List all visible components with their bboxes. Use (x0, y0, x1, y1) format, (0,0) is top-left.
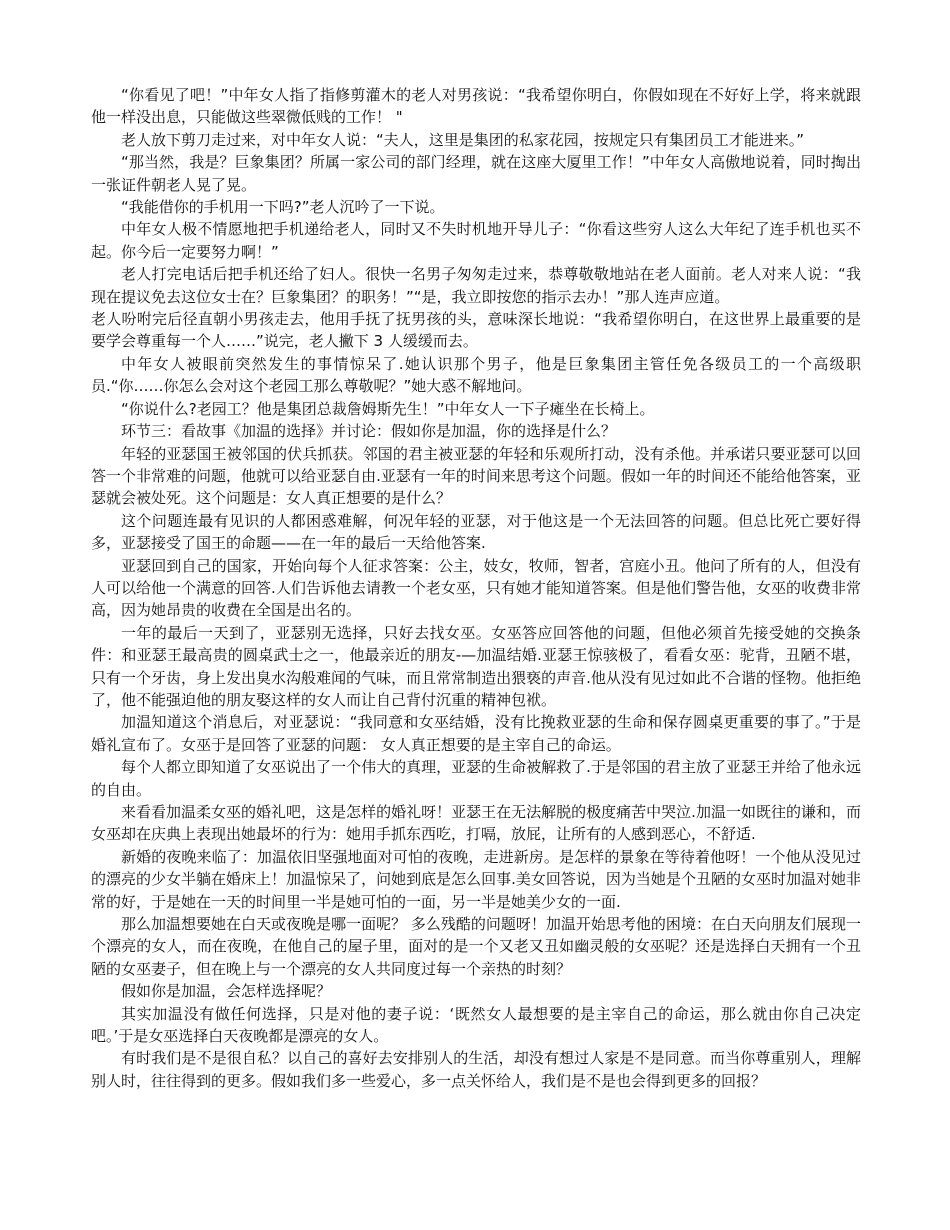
paragraph: 老人打完电话后把手机还给了妇人。很快一名男子匆匆走过来，恭尊敬敬地站在老人面前。老人对来人说：“我现在提议免去这位女士在？巨象集团？的职务！”“是，我立即按您的指示去办！”那人连声应道。 (91, 265, 861, 306)
paragraph: “那当然，我是？巨象集团？所属一家公司的部门经理，就在这座大厦里工作！”中年女人高傲地说着，同时掏出一张证件朝老人晃了晃。 (91, 153, 861, 194)
paragraph: 一年的最后一天到了，亚瑟别无选择，只好去找女巫。女巫答应回答他的问题，但他必须首先接受她的交换条件：和亚瑟王最高贵的圆桌武士之一，他最亲近的朋友-—加温结婚.亚瑟王惊骇极了，看看女巫：驼背，丑陋不堪，只有一个牙齿，身上发出臭水沟般难闻的气味，而且常常制造出猥亵的声音.他从没有见过如此不合谐的怪物。他拒绝了，他不能强迫他的朋友娶这样的女人而让自己背付沉重的精神包袱。 (91, 623, 861, 709)
paragraph: 新婚的夜晚来临了：加温依旧坚强地面对可怕的夜晚，走进新房。是怎样的景象在等待着他呀！一个他从没见过的漂亮的少女半躺在婚床上！加温惊呆了，问她到底是怎么回事.美女回答说，因为当她是个丑陋的女巫时加温对她非常的好，于是她在一天的时间里一半是她可怕的一面，另一半是她美少女的一面. (91, 847, 861, 911)
paragraph: 中年女人被眼前突然发生的事情惊呆了.她认识那个男子，他是巨象集团主管任免各级员工的一个高级职员.“你……你怎么会对这个老园工那么尊敬呢？”她大惑不解地问。 (91, 354, 861, 396)
paragraph: 这个问题连最有见识的人都困惑难解，何况年轻的亚瑟，对于他这是一个无法回答的问题。但总比死亡要好得多，亚瑟接受了国王的命题——在一年的最后一天给他答案. (91, 511, 861, 553)
paragraph: “我能借你的手机用一下吗?”老人沉吟了一下说。 (121, 198, 445, 217)
paragraph: 中年女人极不情愿地把手机递给老人，同时又不失时机地开导儿子：“你看这些穷人这么大年纪了连手机也买不起。你今后一定要努力啊！” (91, 220, 861, 261)
paragraph: 每个人都立即知道了女巫说出了一个伟大的真理，亚瑟的生命被解救了.于是邻国的君主放了亚瑟王并给了他永远的自由。 (91, 758, 861, 799)
paragraph: “你说什么?老园工？他是集团总裁詹姆斯先生！”中年女人一下子瘫坐在长椅上。 (121, 399, 655, 418)
paragraph: 其实加温没有做任何选择，只是对他的妻子说：‘既然女人最想要的是主宰自己的命运，那么就由你自己决定吧。’于是女巫选择白天夜晚都是漂亮的女人。 (91, 1004, 861, 1046)
paragraph: 有时我们是不是很自私？以自己的喜好去安排别人的生活，却没有想过人家是不是同意。而当你尊重别人，理解别人时，往往得到的更多。假如我们多一些爱心，多一点关怀给人，我们是不是也会得到更多的回报？ (91, 1049, 861, 1090)
section-heading: 环节三：看故事《加温的选择》并讨论：假如你是加温，你的选择是什么？ (121, 422, 617, 441)
paragraph: 亚瑟回到自己的国家，开始向每个人征求答案：公主，妓女，牧师，智者，宫庭小丑。他问了所有的人，但没有人可以给他一个满意的回答.人们告诉他去请教一个老女巫，只有她才能知道答案。但是他们警告他，女巫的收费非常高，因为她昂贵的收费在全国是出名的。 (91, 556, 861, 620)
paragraph: “你看见了吧！”中年女人指了指修剪灌木的老人对男孩说：“我希望你明白，你假如现在不好好上学，将来就跟他一样没出息，只能做这些翠微低贱的工作！ " (91, 86, 861, 127)
document-body (91, 84, 861, 1092)
paragraph: 年轻的亚瑟国王被邻国的伏兵抓获。邻国的君主被亚瑟的年轻和乐观所打动，没有杀他。并承诺只要亚瑟可以回答一个非常难的问题，他就可以给亚瑟自由.亚瑟有一年的时间来思考这个问题。假如一年的时间还不能给他答案，亚瑟就会被处死。这个问题是：女人真正想要的是什么？ (91, 444, 861, 508)
paragraph: 来看看加温柔女巫的婚礼吧，这是怎样的婚礼呀！亚瑟王在无法解脱的极度痛苦中哭泣.加温一如既往的谦和，而女巫却在庆典上表现出她最坏的行为：她用手抓东西吃，打嗝，放屁，让所有的人感到恶心，不舒适. (91, 803, 861, 844)
paragraph: 假如你是加温，会怎样选择呢？ (121, 982, 332, 1001)
paragraph: 加温知道这个消息后，对亚瑟说：“我同意和女巫结婚，没有比挽救亚瑟的生命和保存圆桌更重要的事了。”于是婚礼宣布了。女巫于是回答了亚瑟的问题： 女人真正想要的是主宰自己的命运。 (91, 713, 861, 754)
paragraph: 那么加温想要她在白天或夜晚是哪一面呢？ 多么残酷的问题呀！加温开始思考他的困境：在白天向朋友们展现一个漂亮的女人，而在夜晚，在他自己的屋子里，面对的是一个又老又丑如幽灵般的女巫呢？还是选择白天拥有一个丑陋的女巫妻子，但在晚上与一个漂亮的女人共同度过每一个亲热的时刻？ (91, 915, 861, 978)
paragraph: 老人吩咐完后径直朝小男孩走去，他用手抚了抚男孩的头，意味深长地说：“我希望你明白，在这世界上最重要的是要学会尊重每一个人……”说完，老人撇下 3 人缓缓而去。 (91, 310, 861, 351)
paragraph: 老人放下剪刀走过来，对中年女人说：“夫人，这里是集团的私家花园，按规定只有集团员工才能进来。” (121, 130, 805, 149)
